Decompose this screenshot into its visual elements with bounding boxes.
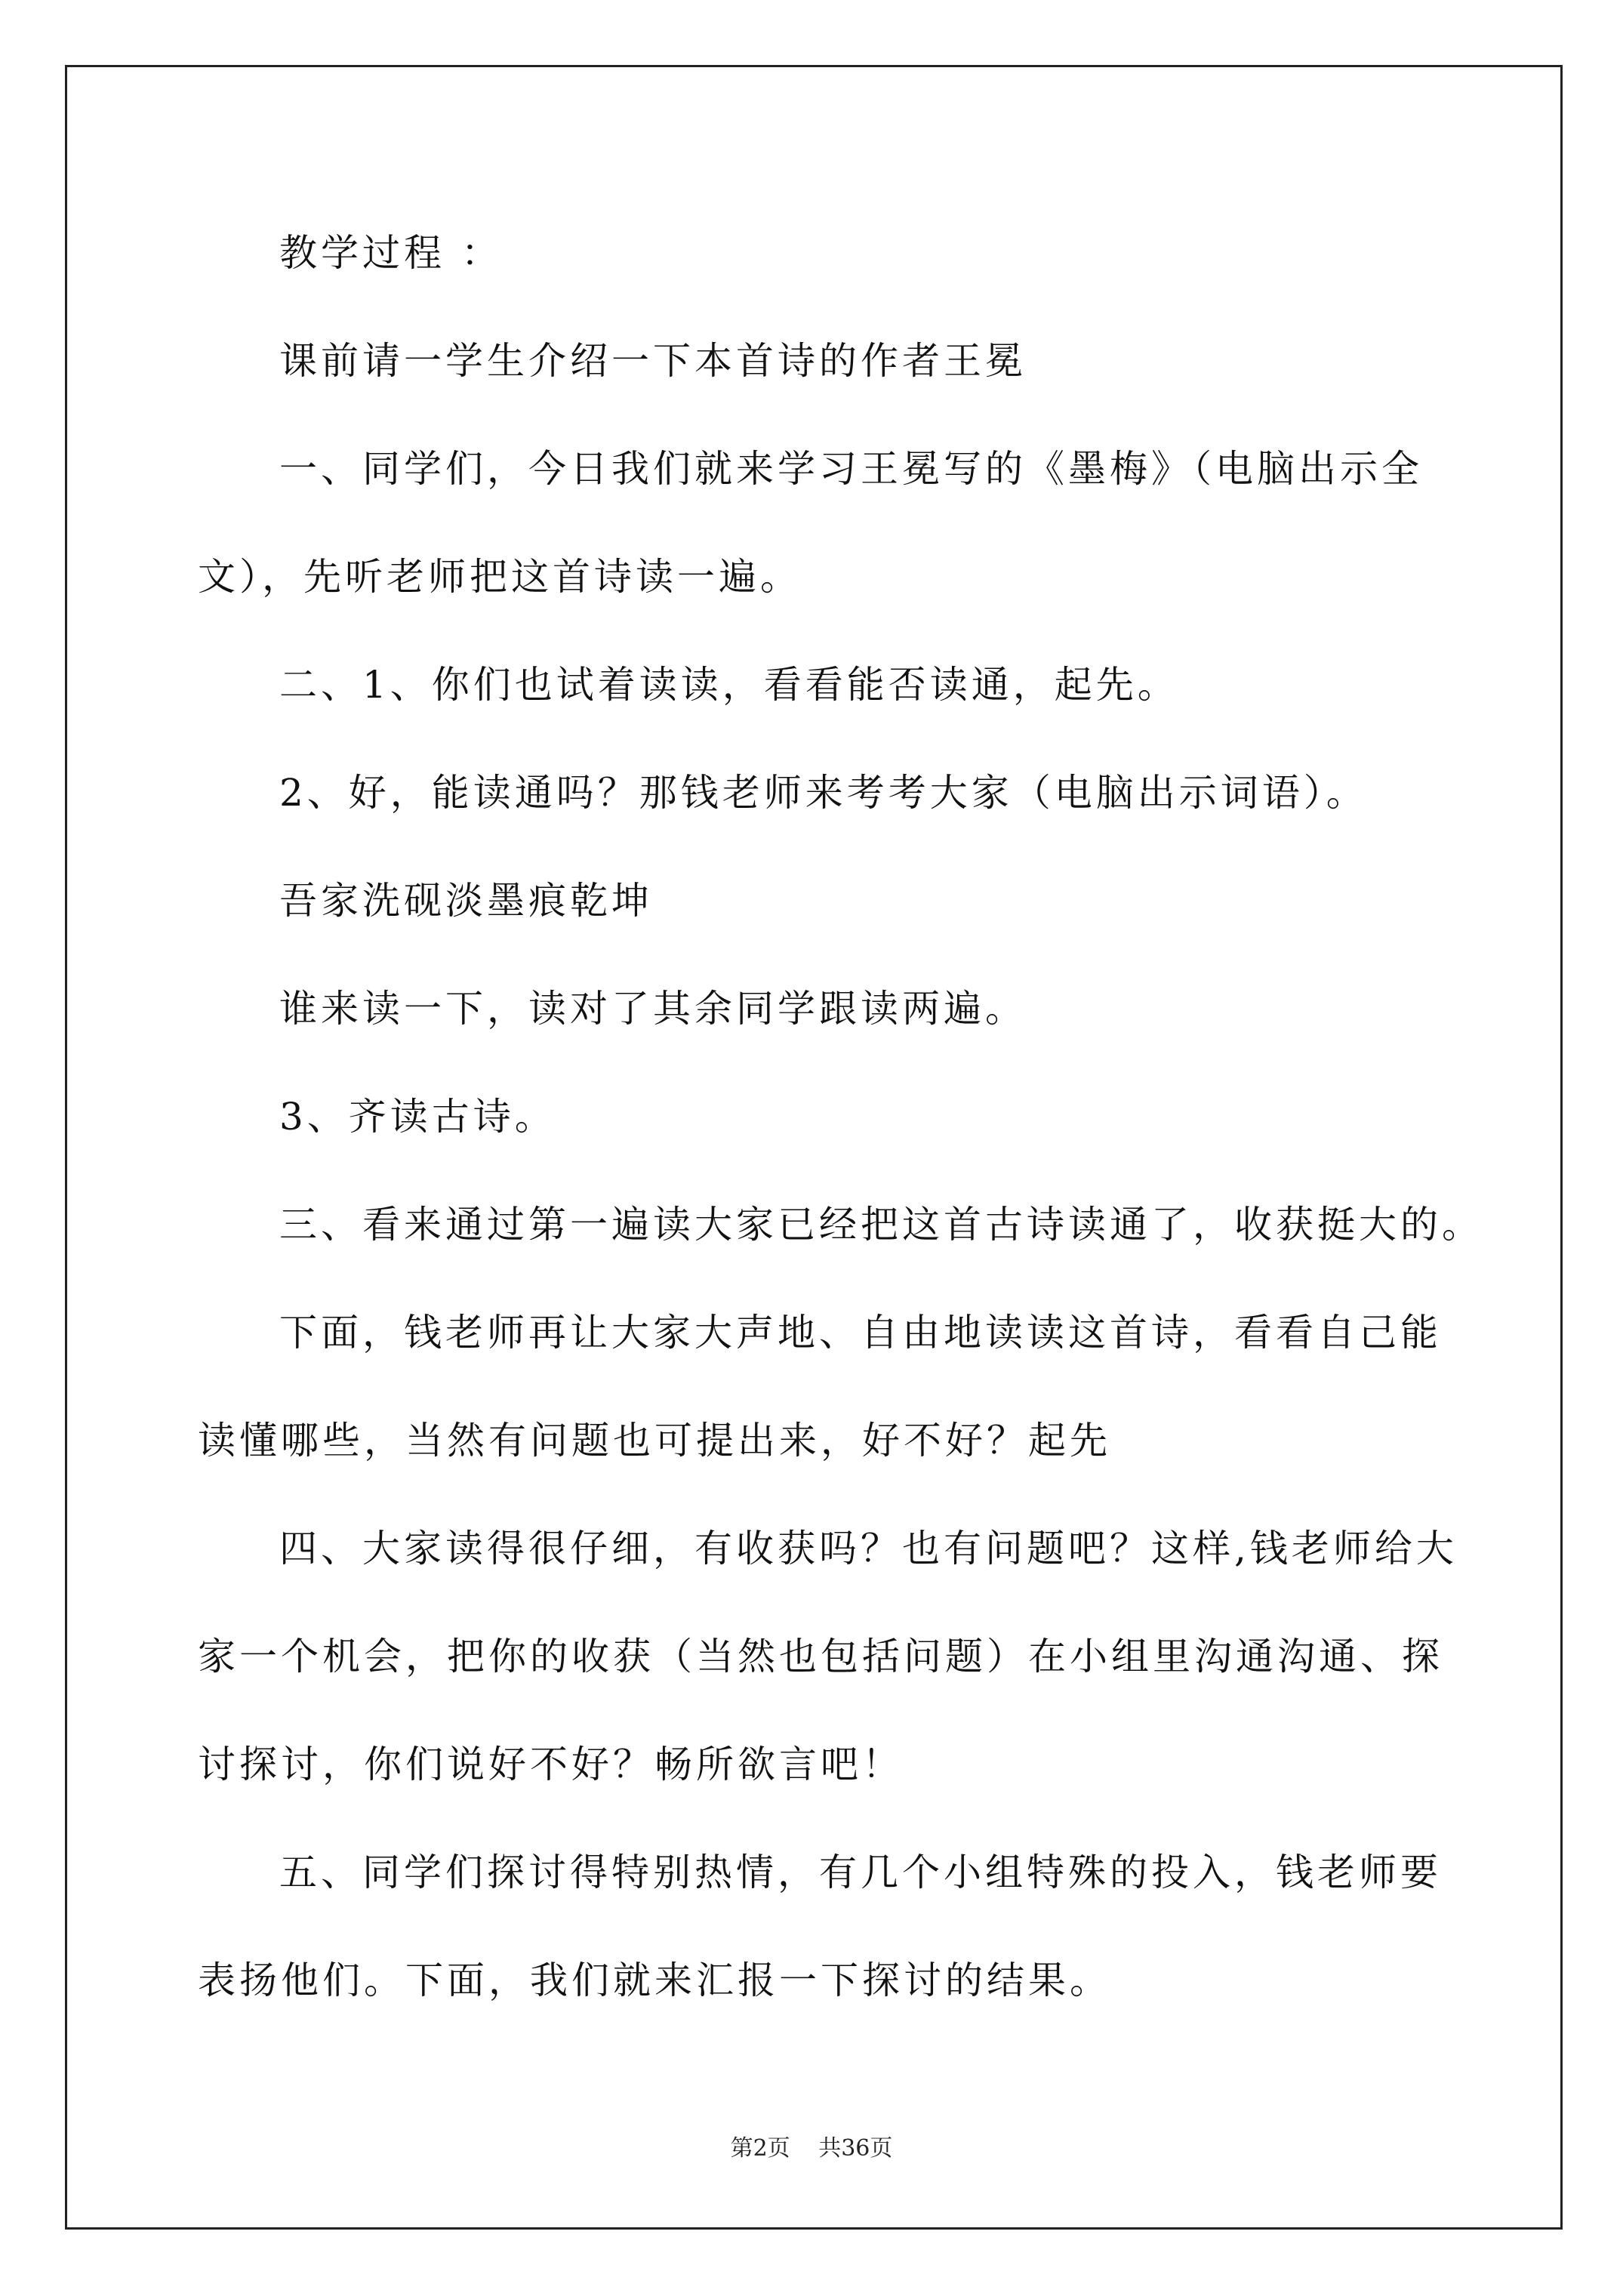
text-line: 二、1、你们也试着读读，看看能否读通，起先。 (279, 663, 1179, 707)
page-number: 第2页 (730, 2135, 790, 2162)
page-total: 共36页 (818, 2135, 893, 2162)
text-line: 四、大家读得很仔细，有收获吗？也有问题吧？这样,钱老师给大 (279, 1527, 1458, 1570)
page-footer (0, 2135, 1623, 2162)
page-border (65, 65, 1563, 2230)
text-line: 文），先听老师把这首诗读一遍。 (198, 555, 802, 599)
text-line: 三、看来通过第一遍读大家已经把这首古诗读通了，收获挺大的。 (279, 1203, 1483, 1247)
text-line: 谁来读一下，读对了其余同学跟读两遍。 (279, 987, 1027, 1031)
text-line: 家一个机会，把你的收获（当然也包括问题）在小组里沟通沟通、探 (198, 1635, 1443, 1678)
text-line: 2、好，能读通吗？那钱老师来考考大家（电脑出示词语）。 (279, 771, 1368, 815)
text-line: 课前请一学生介绍一下本首诗的作者王冕 (279, 339, 1027, 383)
text-line: 讨探讨，你们说好不好？畅所欲言吧！ (198, 1743, 904, 1786)
text-line: 一、同学们，今日我们就来学习王冕写的《墨梅》（电脑出示全 (279, 447, 1423, 491)
text-line: 读懂哪些，当然有问题也可提出来，好不好？起先 (198, 1419, 1111, 1462)
text-line: 下面，钱老师再让大家大声地、自由地读读这首诗，看看自己能 (279, 1311, 1442, 1354)
text-line: 教学过程 ： (279, 231, 503, 275)
text-line: 表扬他们。下面，我们就来汇报一下探讨的结果。 (198, 1959, 1111, 2002)
text-line: 五、同学们探讨得特别热情，有几个小组特殊的投入，钱老师要 (279, 1851, 1442, 1894)
text-line: 3、齐读古诗。 (279, 1095, 556, 1139)
text-line: 吾家洗砚淡墨痕乾坤 (279, 879, 653, 923)
